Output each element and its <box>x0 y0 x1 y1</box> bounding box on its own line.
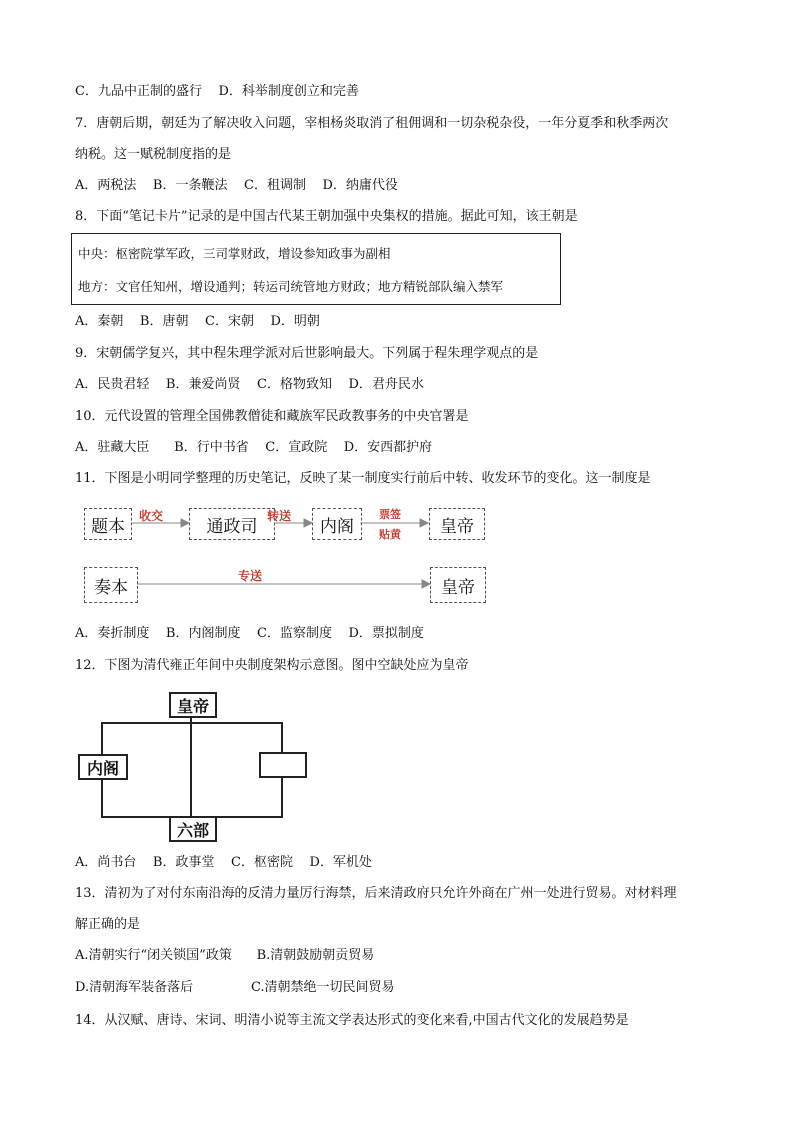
q9-stem: 9．宋朝儒学复兴，其中程朱理学派对后世影响最大。下列属于程朱理学观点的是 <box>75 346 539 361</box>
q11-options: A．奏折制度 B．内阁制度 C．监察制度 D．票拟制度 <box>75 626 424 641</box>
q11-label-piaoqian: 票签 <box>379 508 401 521</box>
q11-box-tongzhengsi: 通政司 <box>189 508 275 540</box>
q7-stem-line1: 7．唐朝后期，朝廷为了解决收入问题，宰相杨炎取消了租佣调和一切杂税杂役，一年分夏季和秋季两次 <box>75 116 669 131</box>
q12-box-neige: 内阁 <box>78 754 128 780</box>
q8-card-local: 地方：文官任知州，增设通判；转运司统管地方财政；地方精锐部队编入禁军 <box>78 279 504 294</box>
q11-box-emperor-1: 皇帝 <box>429 508 485 540</box>
q11-box-tiben: 题本 <box>84 508 132 540</box>
q14-stem: 14．从汉赋、唐诗、宋词、明清小说等主流文学表达形式的变化来看,中国古代文化的发展趋势是 <box>75 1013 629 1028</box>
q10-stem: 10．元代设置的管理全国佛教僧徒和藏族军民政教事务的中央官署是 <box>75 409 469 424</box>
q11-label-zhuansong-2: 专送 <box>238 569 263 583</box>
q11-box-emperor-2: 皇帝 <box>430 567 486 603</box>
q13-options-ab: A.清朝实行“闭关锁国”政策 B.清朝鼓励朝贡贸易 <box>75 948 375 963</box>
q13-options-dc: D.清朝海军装备落后 C.清朝禁绝一切民间贸易 <box>75 980 395 995</box>
q10-options: A．驻藏大臣 B．行中书省 C．宣政院 D．安西都护府 <box>75 440 433 455</box>
q12-stem: 12．下图为清代雍正年间中央制度架构示意图。图中空缺处应为皇帝 <box>75 658 469 673</box>
q11-box-zouben: 奏本 <box>84 567 138 603</box>
q9-options: A．民贵君轻 B．兼爱尚贤 C．格物致知 D．君舟民水 <box>75 377 424 392</box>
q12-box-emperor: 皇帝 <box>169 692 217 718</box>
q7-options: A．两税法 B．一条鞭法 C．租调制 D．纳庸代役 <box>75 178 398 193</box>
q11-label-zhuansong: 转送 <box>267 509 292 523</box>
q8-options: A．秦朝 B．唐朝 C．宋朝 D．明朝 <box>75 314 320 329</box>
q13-stem-line2: 解正确的是 <box>75 917 141 932</box>
q11-label-tiehuang: 贴黄 <box>379 528 401 541</box>
q12-box-blank <box>259 752 307 778</box>
q8-stem: 8．下面“笔记卡片”记录的是中国古代某王朝加强中央集权的措施。据此可知，该王朝是 <box>75 209 578 224</box>
q11-box-neige: 内阁 <box>312 508 362 540</box>
q12-box-liubu: 六部 <box>169 816 217 842</box>
q12-options: A．尚书台 B．政事堂 C．枢密院 D．军机处 <box>75 855 372 870</box>
q7-stem-line2: 纳税。这一赋税制度指的是 <box>75 147 232 162</box>
q11-stem: 11．下图是小明同学整理的历史笔记，反映了某一制度实行前后中转、收发环节的变化。这一制度是 <box>75 471 651 486</box>
q8-card-central: 中央：枢密院掌军政，三司掌财政，增设参知政事为副相 <box>78 246 391 261</box>
q6-options: C．九品中正制的盛行 D．科举制度创立和完善 <box>75 84 359 99</box>
q13-stem-line1: 13．清初为了对付东南沿海的反清力量厉行海禁，后来清政府只允许外商在广州一处进行贸易。对材料理 <box>75 886 677 901</box>
q11-label-shoujiao: 收交 <box>139 509 164 523</box>
